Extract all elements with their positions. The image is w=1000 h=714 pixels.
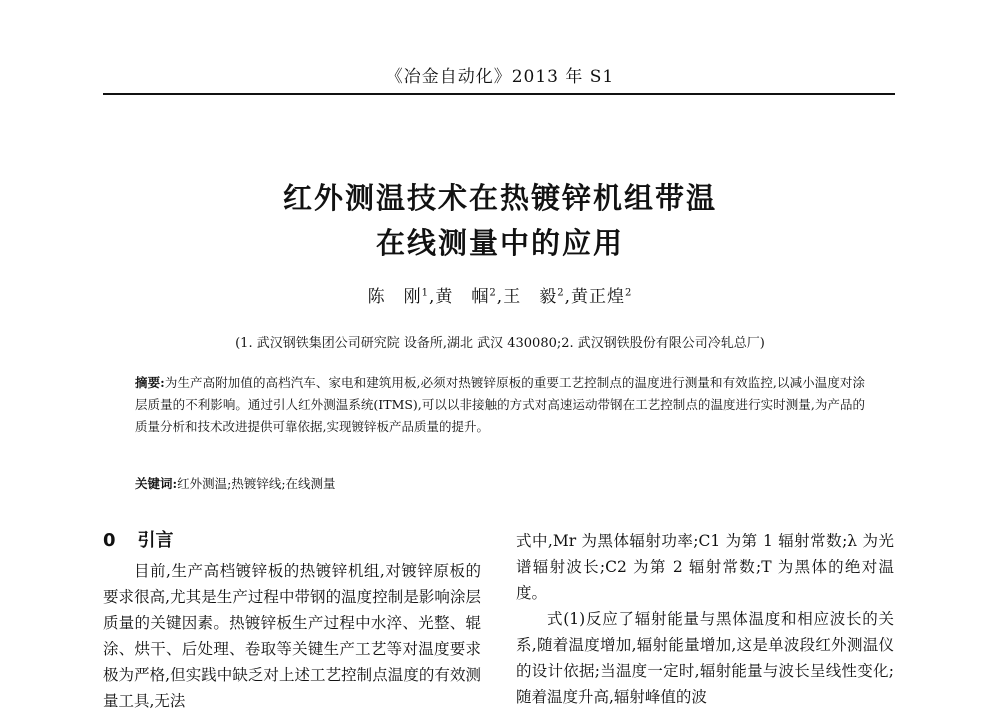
author-name: 黄正煌 [570, 287, 625, 307]
paper-title-line-1: 红外测温技术在热镀锌机组带温 [282, 181, 717, 215]
right-column [516, 528, 894, 710]
intro-paragraph: 目前,生产高档镀锌板的热镀锌机组,对镀锌原板的要求很高,尤其是生产过程中带钢的温度控制是影响涂层质量的关键因素。热镀锌板生产过程中水淬、光整、辊涂、烘干、后处理、卷取等关键生产工艺等对温度要求极为严格,但实践中缺乏对上述工艺控制点温度的有效测量工具,无法 [103, 562, 481, 710]
author-affil-mark: 1 [421, 287, 430, 299]
author-name: 王 毅 [503, 287, 558, 307]
abstract-text: 为生产高附加值的高档汽车、家电和建筑用板,必须对热镀锌原板的重要工艺控制点的温度进行测量和有效监控,以减小温度对涂层质量的不利影响。通过引人红外测温系统(ITMS),可以以非接触的方式对高速运动带钢在工艺控制点的温度进行实时测量,为产品的质量分析和技术改进提供可靠依据,实现镀锌板产品质量的提升。 [135, 375, 865, 434]
author-affil-mark: 2 [489, 287, 497, 299]
author-affil-mark: 2 [624, 287, 633, 299]
section-title: 引言 [137, 530, 174, 551]
formula-discussion-paragraph: 式(1)反应了辐射能量与黑体温度和相应波长的关系,随着温度增加,辐射能量增加,这是单波段红外测温仪的设计依据;当温度一定时,辐射能量与波长呈线性变化;随着温度升高,辐射峰值的波 [516, 610, 894, 706]
section-number: 0 [103, 530, 116, 551]
affiliations: (1. 武汉钢铁集团公司研究院 设备所,湖北 武汉 430080;2. 武汉钢铁股份有限公司冷轧总厂) [235, 336, 765, 351]
author-list: 陈 刚$^1$,黄 帼$^2$,王 毅$^2$,黄正煌$^2$ [367, 287, 633, 307]
section-heading [103, 528, 481, 554]
keywords-text: 红外测温;热镀锌线;在线测量 [177, 476, 336, 491]
keywords-label: 关键词: [135, 476, 178, 491]
formula-explanation-paragraph: 式中,Mr 为黑体辐射功率;C1 为第 1 辐射常数;λ 为光谱辐射波长;C2 为第 2 辐射常数;T 为黑体的绝对温度。 [516, 532, 894, 602]
left-column [103, 528, 481, 714]
abstract [135, 372, 865, 438]
abstract-label: 摘要: [135, 375, 165, 390]
journal-running-header: 《冶金自动化》2013 年 S1 [385, 67, 615, 87]
author-affil-mark: 2 [557, 287, 565, 299]
author-name: 陈 刚 [367, 287, 422, 307]
header-rule [103, 93, 895, 95]
paper-title-line-2: 在线测量中的应用 [375, 226, 624, 260]
keywords [135, 474, 865, 492]
author-name: 黄 帼 [435, 287, 490, 307]
